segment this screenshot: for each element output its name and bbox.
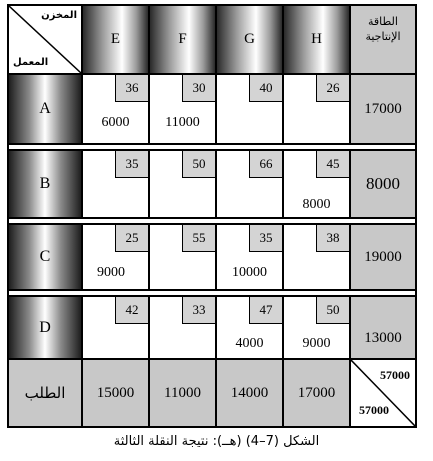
allocation-value: 4000 bbox=[235, 336, 264, 351]
column-header-h: H bbox=[284, 6, 351, 75]
cell-c-e bbox=[83, 225, 150, 291]
cost-label: 25 bbox=[115, 225, 148, 252]
cell-d-f bbox=[150, 297, 217, 360]
cost-label: 50 bbox=[182, 151, 215, 178]
cost-label: 26 bbox=[316, 75, 349, 102]
capacity-a: 17000 bbox=[351, 75, 417, 145]
cell-b-e bbox=[83, 151, 150, 219]
column-header-e: E bbox=[83, 6, 150, 75]
cell-a-e bbox=[83, 75, 150, 145]
plant-d-label: D bbox=[9, 297, 83, 360]
plant-a-label: A bbox=[9, 75, 83, 145]
demand-e: 15000 bbox=[83, 360, 150, 428]
cell-c-f bbox=[150, 225, 217, 291]
column-header-g: G bbox=[217, 6, 284, 75]
capacity-header bbox=[351, 6, 417, 75]
demand-g: 14000 bbox=[217, 360, 284, 428]
capacity-b: 8000 bbox=[351, 151, 417, 219]
total-supply: 57000 bbox=[380, 368, 410, 382]
figure-caption: الشكل (7–4) (هــ): نتيجة النقلة الثالثة bbox=[113, 434, 320, 449]
cost-label: 35 bbox=[249, 225, 282, 252]
cost-label: 47 bbox=[249, 297, 282, 324]
cost-label: 30 bbox=[182, 75, 215, 102]
cell-a-g bbox=[217, 75, 284, 145]
corner-header bbox=[9, 6, 83, 75]
allocation-value: 6000 bbox=[101, 115, 130, 130]
cell-b-g bbox=[217, 151, 284, 219]
cost-label: 55 bbox=[182, 225, 215, 252]
cost-label: 45 bbox=[316, 151, 349, 178]
allocation-value: 9000 bbox=[97, 265, 125, 280]
allocation-value: 8000 bbox=[302, 197, 331, 212]
cell-b-h bbox=[284, 151, 351, 219]
plant-b-label: B bbox=[9, 151, 83, 219]
plant-c-label: C bbox=[9, 225, 83, 291]
capacity-c: 19000 bbox=[351, 225, 417, 291]
cell-b-f bbox=[150, 151, 217, 219]
cost-label: 42 bbox=[115, 297, 148, 324]
total-demand: 57000 bbox=[359, 403, 389, 417]
cost-label: 38 bbox=[316, 225, 349, 252]
cost-label: 33 bbox=[182, 297, 215, 324]
capacity-d: 13000 bbox=[351, 297, 417, 360]
plant-label: المعمل bbox=[13, 57, 49, 68]
cell-c-g bbox=[217, 225, 284, 291]
cell-d-e bbox=[83, 297, 150, 360]
capacity-header-text: الطاقة الإنتاجية bbox=[365, 15, 401, 43]
cost-label: 66 bbox=[249, 151, 282, 178]
cost-label: 50 bbox=[316, 297, 349, 324]
allocation-value: 11000 bbox=[165, 115, 200, 130]
cost-label: 35 bbox=[115, 151, 148, 178]
allocation-value: 10000 bbox=[232, 265, 267, 280]
totals-cell bbox=[351, 360, 417, 428]
column-header-f: F bbox=[150, 6, 217, 75]
cell-c-h bbox=[284, 225, 351, 291]
cell-d-h bbox=[284, 297, 351, 360]
demand-h: 17000 bbox=[284, 360, 351, 428]
demand-f: 11000 bbox=[150, 360, 217, 428]
cell-a-f bbox=[150, 75, 217, 145]
cell-d-g bbox=[217, 297, 284, 360]
allocation-value: 9000 bbox=[302, 336, 331, 351]
cell-a-h bbox=[284, 75, 351, 145]
cost-label: 36 bbox=[115, 75, 148, 102]
demand-label: الطلب bbox=[9, 360, 83, 428]
warehouse-label: المخزن bbox=[41, 10, 77, 21]
cost-label: 40 bbox=[249, 75, 282, 102]
transportation-table bbox=[7, 4, 417, 428]
